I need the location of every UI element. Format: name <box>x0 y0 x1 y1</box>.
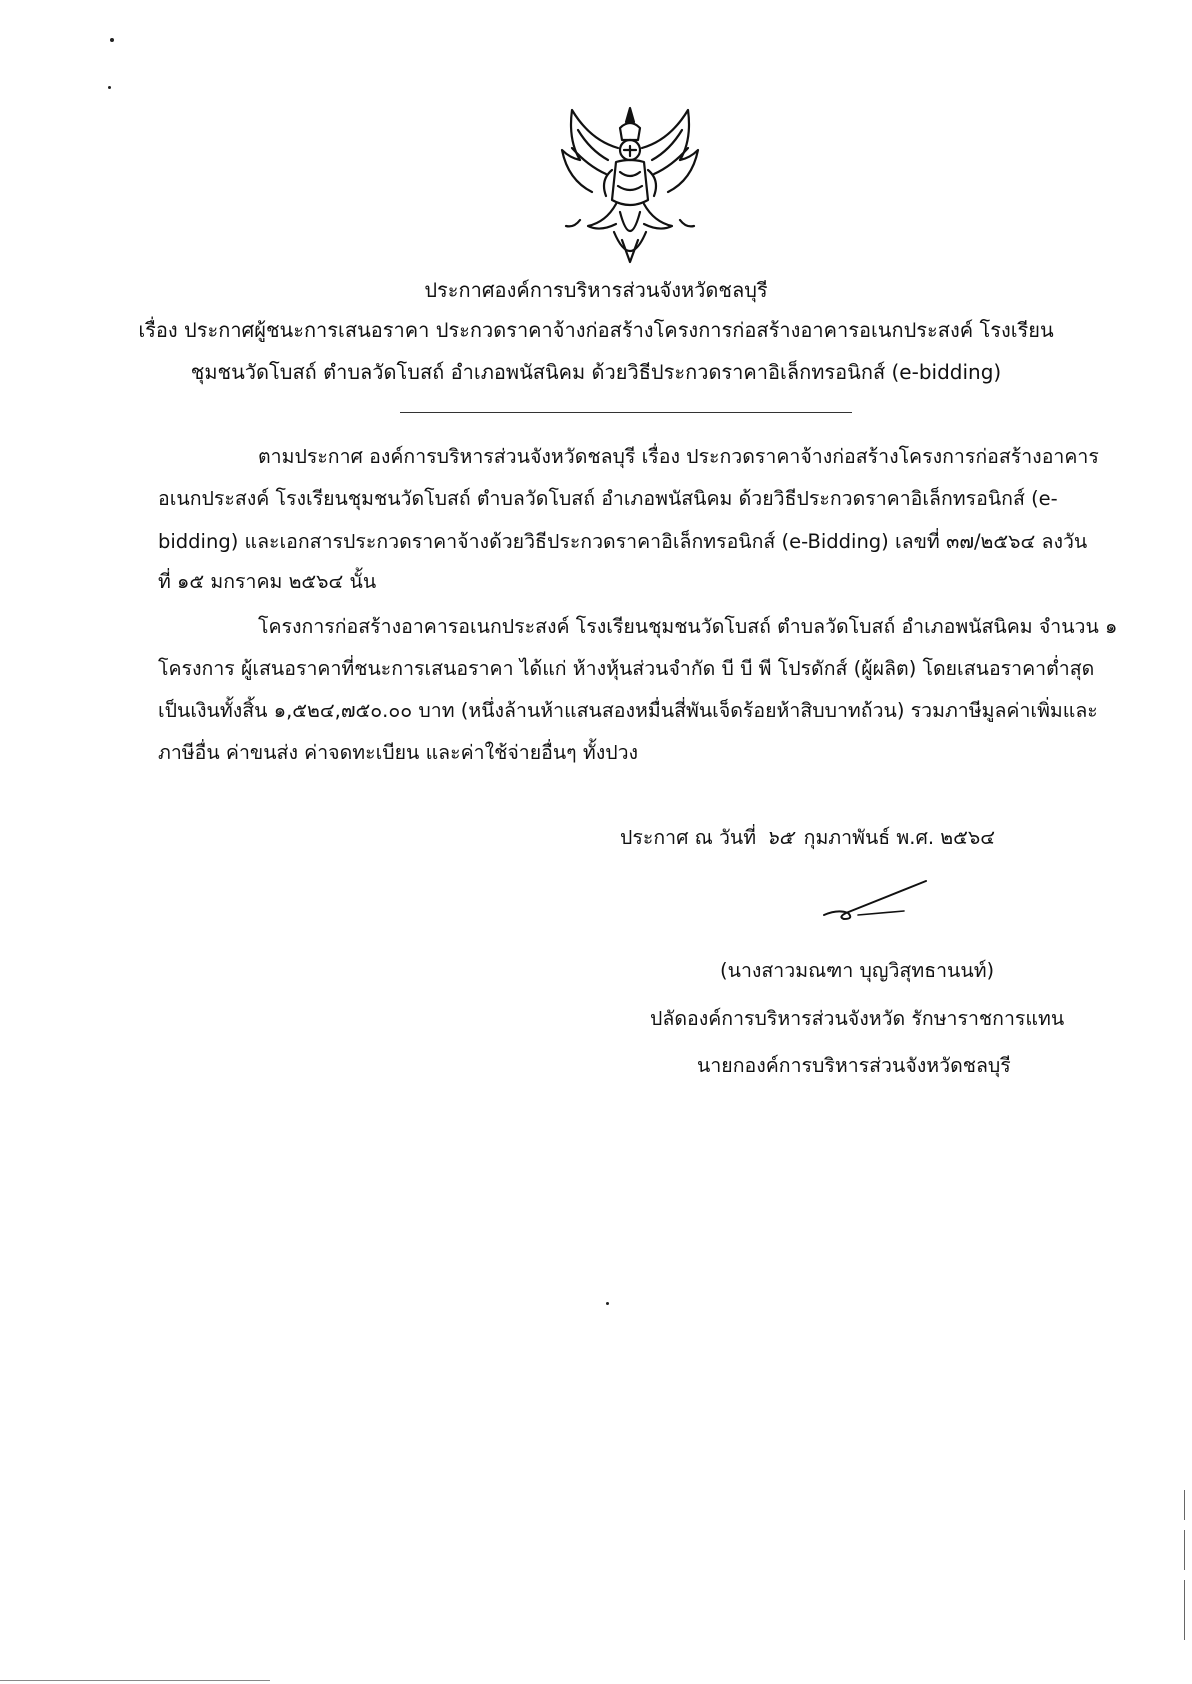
announce-day-handwritten: ๖๕ <box>766 826 794 849</box>
announce-prefix: ประกาศ ณ วันที่ <box>620 826 757 849</box>
title-divider <box>400 412 852 413</box>
para1-line-1: ตามประกาศ องค์การบริหารส่วนจังหวัดชลบุรี เรื่อง ประกวดราคาจ้างก่อสร้างโครงการก่อสร้างอาคาร <box>258 445 1099 468</box>
signatory-position-1: ปลัดองค์การบริหารส่วนจังหวัด รักษาราชการแทน <box>650 1007 1065 1030</box>
para2-line-2: โครงการ ผู้เสนอราคาที่ชนะการเสนอราคา ได้แก่ ห้างหุ้นส่วนจำกัด บี บี พี โปรดักส์ (ผู้ผลิต) โดยเสนอราคาต่ำสุด <box>158 657 1095 680</box>
scan-speck <box>606 1302 609 1305</box>
scan-bottom-edge <box>0 1680 270 1681</box>
para1-line-3: bidding) และเอกสารประกวดราคาจ้างด้วยวิธีประกวดราคาอิเล็กทรอนิกส์ (e-Bidding) เลขที่ ๓๗/๒๕๖๔ ลงวัน <box>158 530 1088 553</box>
para2-line-4: ภาษีอื่น ค่าขนส่ง ค่าจดทะเบียน และค่าใช้จ่ายอื่นๆ ทั้งปวง <box>158 741 639 764</box>
scan-speck <box>108 86 111 89</box>
scan-edge-mark <box>1184 1490 1185 1520</box>
announce-date <box>620 822 995 853</box>
org-line: ประกาศองค์การบริหารส่วนจังหวัดชลบุรี <box>424 278 768 302</box>
scan-edge-mark <box>1184 1580 1185 1640</box>
signatory-name: (นางสาวมณฑา บุญวิสุทธานนท์) <box>720 959 995 982</box>
signature-mark <box>818 875 938 925</box>
announce-suffix: กุมภาพันธ์ พ.ศ. ๒๕๖๔ <box>803 826 995 849</box>
signatory-position-2: นายกองค์การบริหารส่วนจังหวัดชลบุรี <box>697 1054 1011 1077</box>
para1-line-4: ที่ ๑๕ มกราคม ๒๕๖๔ นั้น <box>158 570 377 593</box>
subject-line-2: ชุมชนวัดโบสถ์ ตำบลวัดโบสถ์ อำเภอพนัสนิคม ด้วยวิธีประกวดราคาอิเล็กทรอนิกส์ (e-bidding) <box>190 360 1002 384</box>
scan-speck <box>110 38 114 42</box>
scan-edge-mark <box>1184 1530 1185 1570</box>
para2-line-3: เป็นเงินทั้งสิ้น ๑,๕๒๔,๗๕๐.๐๐ บาท (หนึ่งล้านห้าแสนสองหมื่นสี่พันเจ็ดร้อยห้าสิบบาทถ้วน) รวมภาษีมูลค่าเพิ่มและ <box>158 699 1098 722</box>
para1-line-2: อเนกประสงค์ โรงเรียนชุมชนวัดโบสถ์ ตำบลวัดโบสถ์ อำเภอพนัสนิคม ด้วยวิธีประกวดราคาอิเล็กทรอนิกส์ (e- <box>158 487 1058 510</box>
garuda-emblem <box>550 100 710 270</box>
subject-line-1: เรื่อง ประกาศผู้ชนะการเสนอราคา ประกวดราคาจ้างก่อสร้างโครงการก่อสร้างอาคารอเนกประสงค์ โรงเรียน <box>138 318 1054 342</box>
para2-line-1: โครงการก่อสร้างอาคารอเนกประสงค์ โรงเรียนชุมชนวัดโบสถ์ ตำบลวัดโบสถ์ อำเภอพนัสนิคม จำนวน ๑ <box>258 615 1118 638</box>
